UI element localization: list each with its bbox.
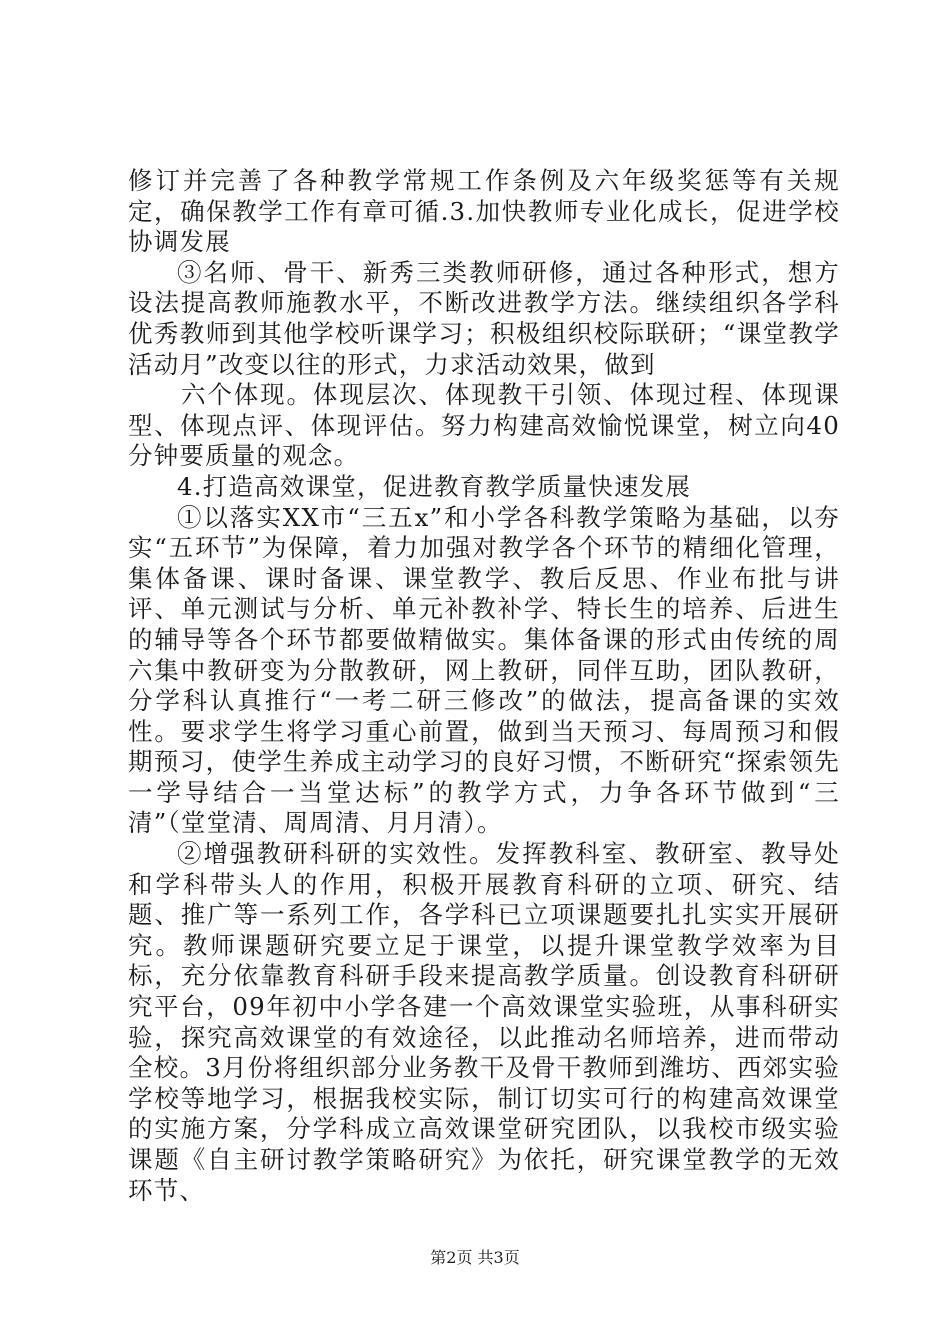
page-footer: 第2页 共3页 <box>430 1248 520 1267</box>
paragraph-3: 六个体现。体现层次、体现教干引领、体现过程、体现课型、体现点评、体现评估。努力构建高效愉悦课堂，树立向40分钟要质量的观念。 <box>128 380 840 471</box>
paragraph-5: ②增强教研科研的实效性。发挥教科室、教研室、教导处和学科带头人的作用，积极开展教育科研的立项、研究、结题、推广等一系列工作，各学科已立项课题要扎扎实实开展研究。教师课题研究要立足于课堂，以提升课堂教学效率为目标，充分依靠教育科研手段来提高教学质量。创设教育科研研究平台，09年初中小学各建一个高效课堂实验班，从事科研实验，探究高效课堂的有效途径，以此推动名师培养，进而带动全校。3月份将组织部分业务教干及骨干教师到潍坊、西郊实验学校等地学习，根据我校实际，制订切实可行的构建高效课堂的实施方案，分学科成立高效课堂研究团队，以我校市级实验课题《自主研讨教学策略研究》为依托，研究课堂教学的无效环节、 <box>128 839 840 1205</box>
document-body <box>128 166 840 1206</box>
paragraph-4: ①以落实XX市“三五x”和小学各科教学策略为基础，以夯实“五环节”为保障，着力加强对教学各个环节的精细化管理，集体备课、课时备课、课堂教学、教后反思、作业布批与讲评、单元测试与分析、单元补教补学、特长生的培养、后进生的辅导等各个环节都要做精做实。集体备课的形式由传统的周六集中教研变为分散教研，网上教研，同伴互助，团队教研，分学科认真推行“一考二研三修改”的做法，提高备课的实效性。要求学生将学习重心前置，做到当天预习、每周预习和假期预习，使学生养成主动学习的良好习惯，不断研究“探索领先一学导结合一当堂达标”的教学方式，力争各环节做到“三清”（堂堂清、周周清、月月清）。 <box>128 502 840 838</box>
section-heading: 4.打造高效课堂，促进教育教学质量快速发展 <box>177 471 692 501</box>
paragraph-1: 修订并完善了各种教学常规工作条例及六年级奖惩等有关规定，确保教学工作有章可循.3.加快教师专业化成长，促进学校协调发展 <box>128 166 840 257</box>
paragraph-2: ③名师、骨干、新秀三类教师研修，通过各种形式，想方设法提高教师施教水平，不断改进教学方法。继续组织各学科优秀教师到其他学校听课学习；积极组织校际联研；“课堂教学活动月”改变以往的形式，力求活动效果，做到 <box>128 257 840 379</box>
